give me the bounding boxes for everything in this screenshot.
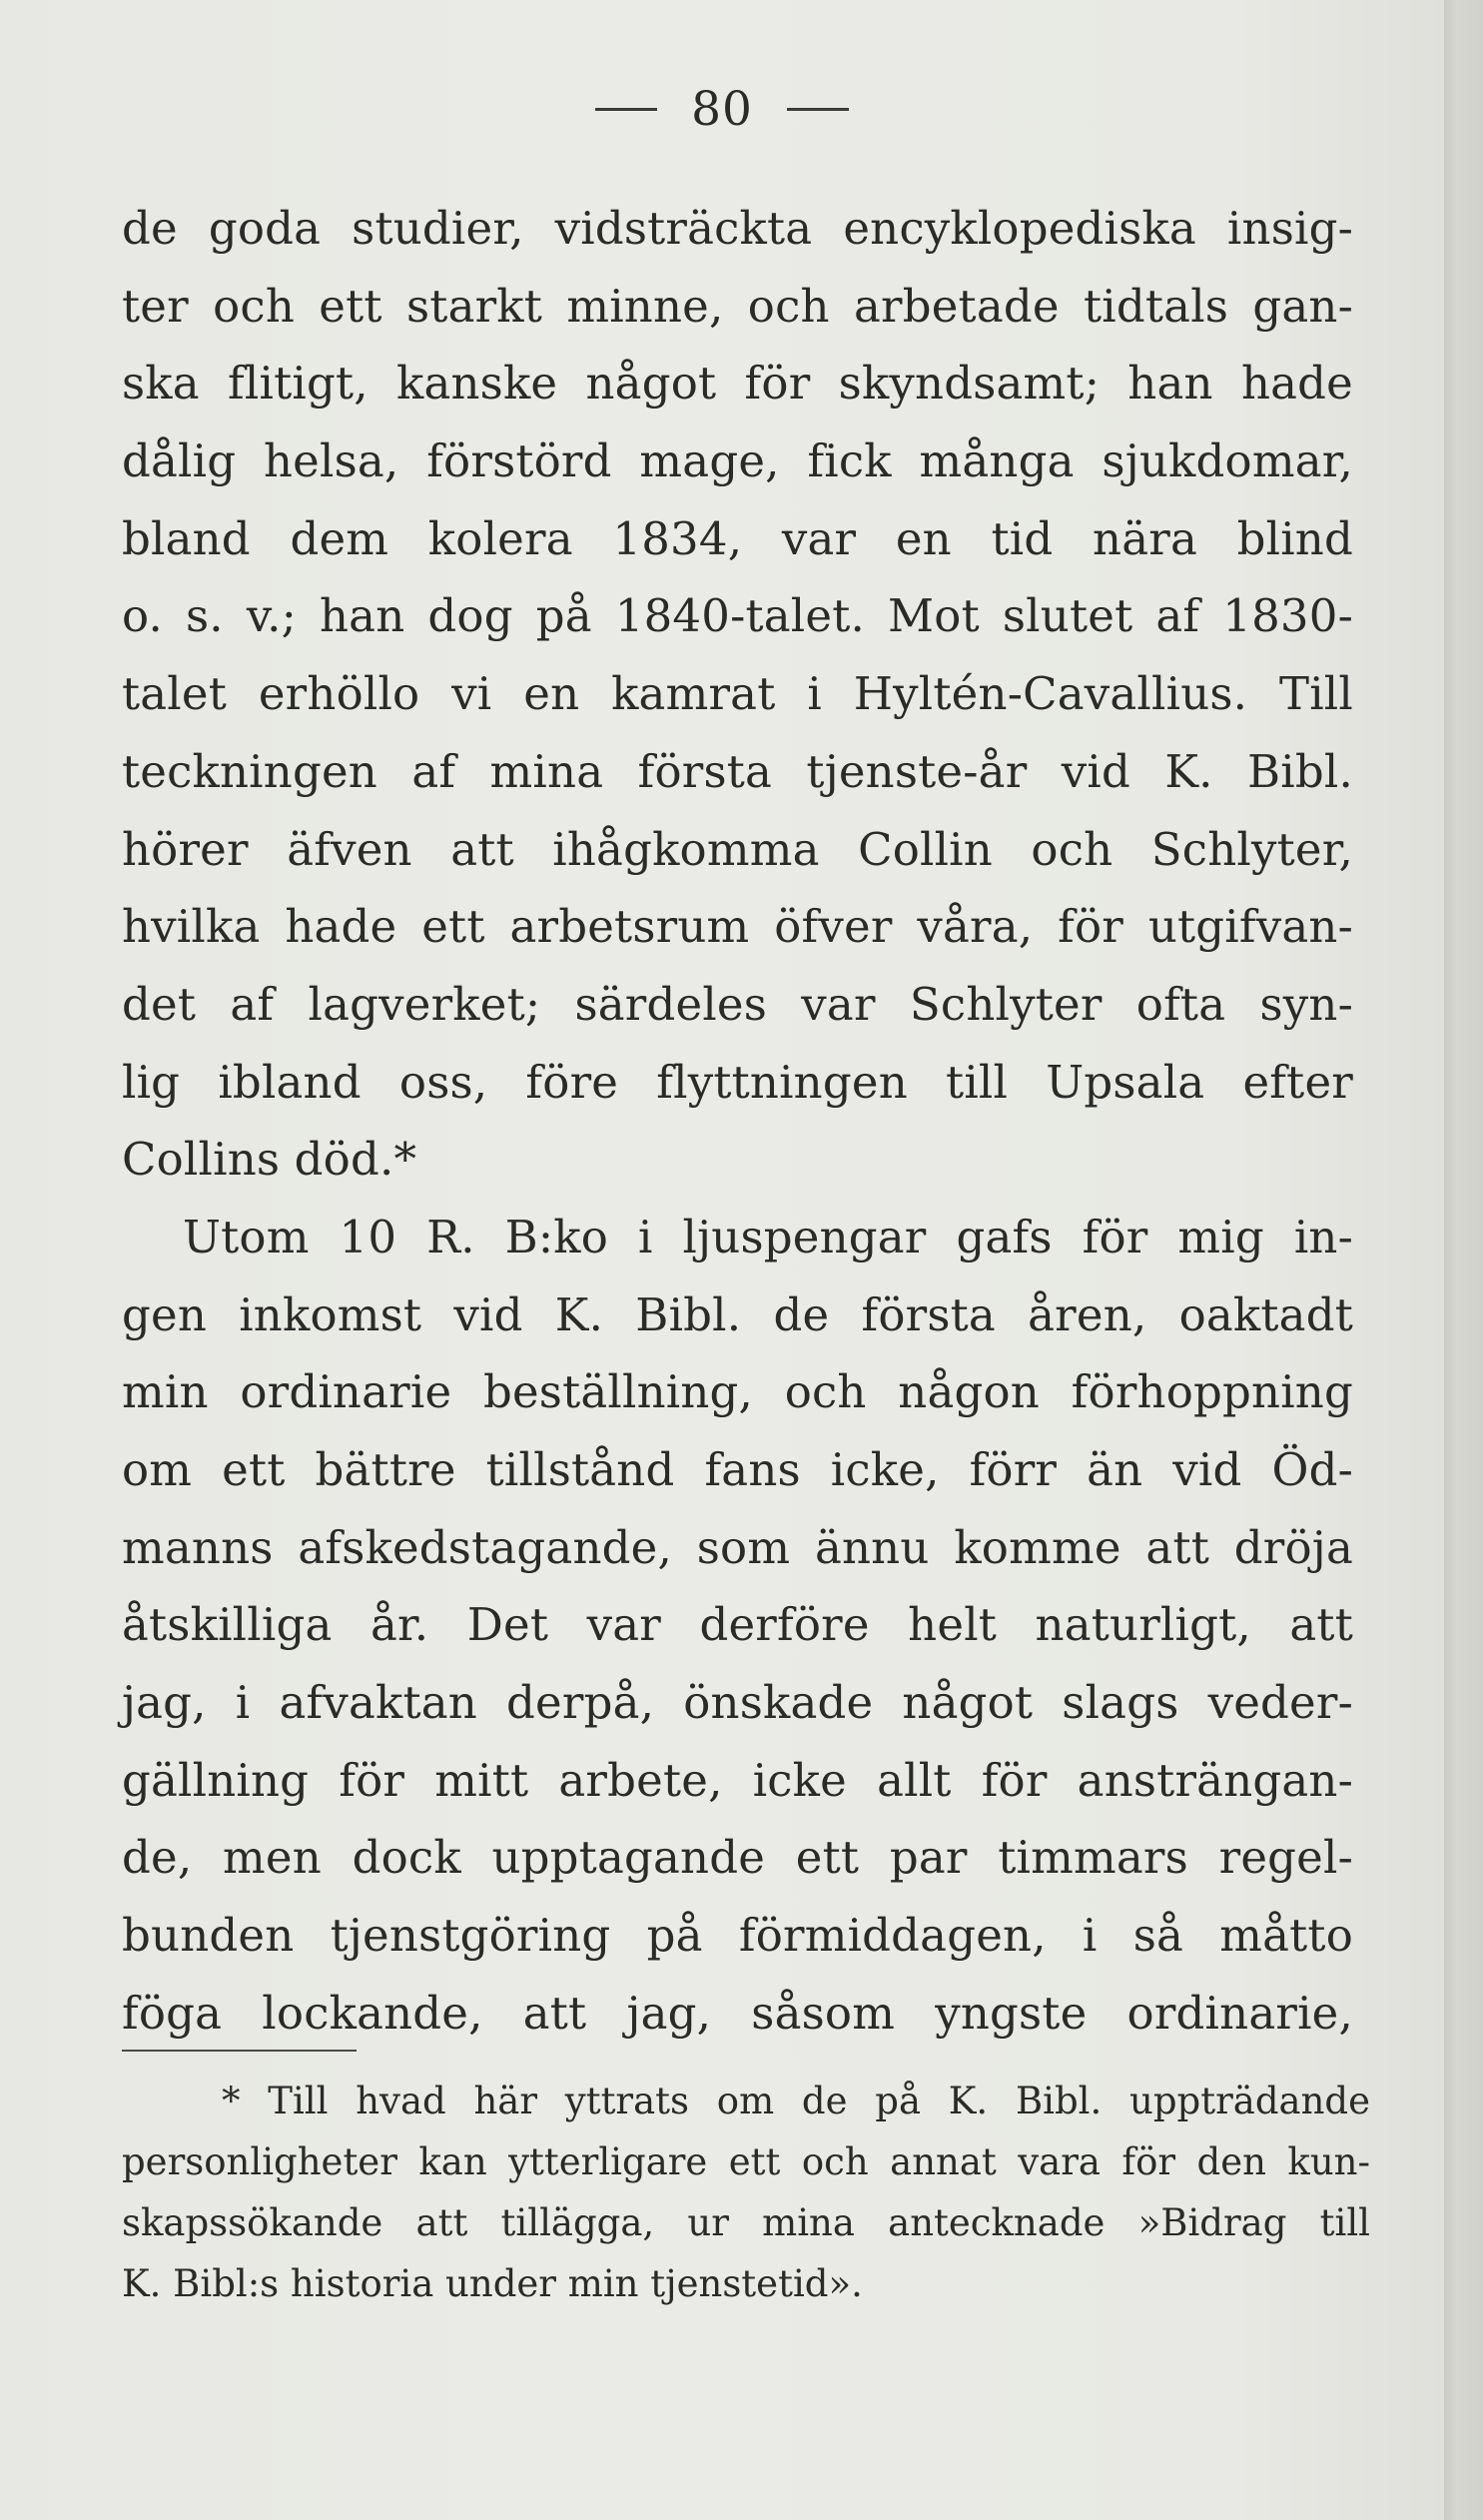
text-line: hvilka hade ett arbetsrum öfver våra, för utgifvan- xyxy=(122,900,1353,954)
footnote xyxy=(122,2071,1370,2314)
text-line: bunden tjenstgöring på förmiddagen, i så måtto xyxy=(122,1909,1353,1963)
footnote-line: personligheter kan ytterligare ett och annat vara för den kun- xyxy=(122,2140,1370,2183)
text-line: det af lagverket; särdeles var Schlyter ofta syn- xyxy=(122,977,1353,1031)
text-line: gällning för mitt arbete, icke allt för ansträngan- xyxy=(122,1753,1353,1807)
footnote-line: K. Bibl:s historia under min tjenstetid». xyxy=(122,2262,863,2305)
text-line: o. s. v.; han dog på 1840-talet. Mot slutet af 1830- xyxy=(122,589,1353,643)
text-line: om ett bättre tillstånd fans icke, förr än vid Öd- xyxy=(122,1443,1353,1496)
text-line: ter och ett starkt minne, och arbetade tidtals gan- xyxy=(122,279,1353,333)
body-text xyxy=(122,190,1353,2053)
page-header xyxy=(0,78,1444,137)
text-line: de goda studier, vidsträckta encyklopediska insig- xyxy=(122,202,1353,255)
text-line: hörer äfven att ihågkomma Collin och Schlyter, xyxy=(122,822,1353,876)
footnote-line: * Till hvad här yttrats om de på K. Bibl. uppträdande xyxy=(222,2080,1370,2122)
header-dash-right xyxy=(787,108,849,111)
text-line: teckningen af mina första tjenste-år vid K. Bibl. xyxy=(122,744,1353,798)
page-number: 80 xyxy=(691,81,753,137)
text-line: Collins död.* xyxy=(122,1133,417,1187)
header-dash-left xyxy=(595,108,657,111)
footnote-line: skapssökande att tillägga, ur mina antecknade »Bidrag till xyxy=(122,2201,1370,2244)
text-line: de, men dock upptagande ett par timmars regel- xyxy=(122,1831,1353,1885)
text-line: bland dem kolera 1834, var en tid nära blind xyxy=(122,511,1353,565)
text-line: föga lockande, att jag, såsom yngste ordinarie, xyxy=(122,1986,1353,2040)
text-line: åtskilliga år. Det var derföre helt naturligt, att xyxy=(122,1598,1353,1652)
text-line: gen inkomst vid K. Bibl. de första åren, oaktadt xyxy=(122,1287,1353,1341)
footnote-divider xyxy=(122,2050,357,2052)
page-edge xyxy=(1444,0,1483,2520)
paragraph-start-line: Utom 10 R. B:ko i ljuspengar gafs för mig in- xyxy=(183,1210,1353,1263)
text-line: ska flitigt, kanske något för skyndsamt; han hade xyxy=(122,357,1353,411)
text-line: manns afskedstagande, som ännu komme att dröja xyxy=(122,1520,1353,1574)
text-line: lig ibland oss, före flyttningen till Upsala efter xyxy=(122,1055,1353,1109)
text-line: jag, i afvaktan derpå, önskade något slags veder- xyxy=(122,1676,1353,1730)
text-line: dålig helsa, förstörd mage, fick många sjukdomar, xyxy=(122,434,1353,488)
text-line: talet erhöllo vi en kamrat i Hyltén-Cavallius. Till xyxy=(122,667,1353,721)
text-line: min ordinarie beställning, och någon förhoppning xyxy=(122,1365,1353,1419)
